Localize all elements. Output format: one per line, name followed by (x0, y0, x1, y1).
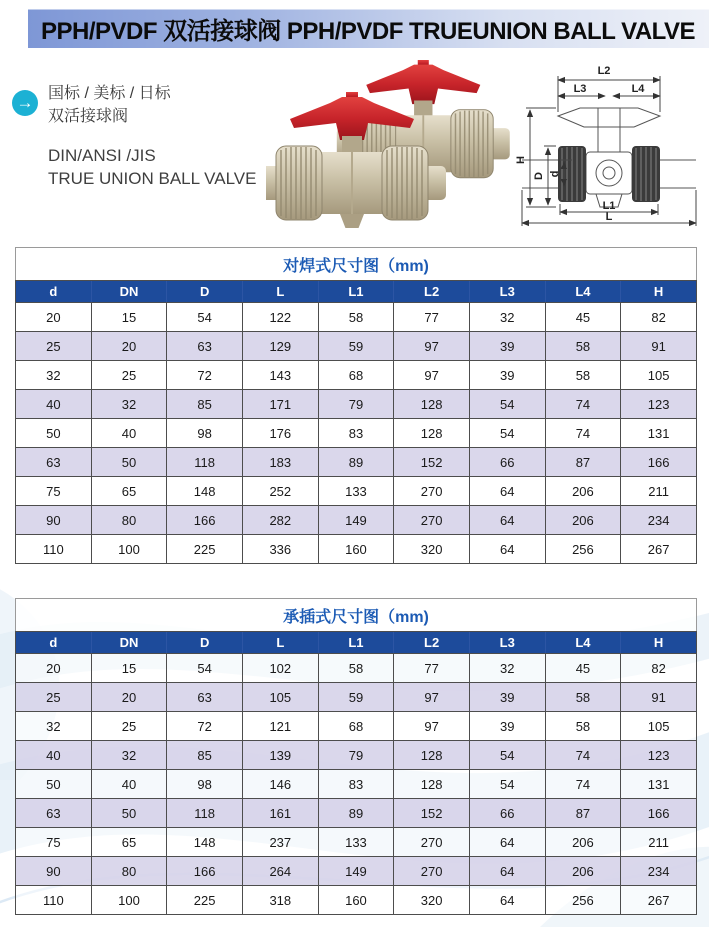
table-cell: 54 (167, 303, 243, 332)
table-cell: 74 (545, 741, 621, 770)
table-cell: 74 (545, 390, 621, 419)
socket-dimension-table (15, 598, 697, 915)
table-cell: 91 (621, 332, 697, 361)
table-cell: 152 (394, 799, 470, 828)
product-photo-ball-valves (266, 58, 514, 228)
table-cell: 72 (167, 712, 243, 741)
table-cell: 15 (91, 654, 167, 683)
table-cell: 264 (242, 857, 318, 886)
table-row (16, 828, 697, 857)
table-cell: 25 (16, 683, 92, 712)
column-header: L (242, 281, 318, 303)
table-cell: 54 (469, 741, 545, 770)
table-cell: 77 (394, 303, 470, 332)
table-cell: 82 (621, 303, 697, 332)
table-cell: 105 (242, 683, 318, 712)
table-cell: 25 (91, 712, 167, 741)
table-cell: 54 (469, 419, 545, 448)
table-cell: 82 (621, 654, 697, 683)
column-header: DN (91, 632, 167, 654)
table-cell: 83 (318, 419, 394, 448)
table-cell: 74 (545, 419, 621, 448)
table-cell: 97 (394, 712, 470, 741)
table-cell: 79 (318, 390, 394, 419)
table-cell: 270 (394, 506, 470, 535)
dim-label-H: H (515, 156, 527, 164)
table-header-row (16, 632, 697, 654)
column-header: L (242, 632, 318, 654)
table-cell: 64 (469, 535, 545, 564)
table-cell: 118 (167, 799, 243, 828)
table-cell: 118 (167, 448, 243, 477)
column-header: L2 (394, 632, 470, 654)
table-cell: 64 (469, 828, 545, 857)
table-row (16, 419, 697, 448)
table-cell: 32 (469, 303, 545, 332)
table-cell: 211 (621, 477, 697, 506)
table-cell: 318 (242, 886, 318, 915)
table-cell: 85 (167, 741, 243, 770)
table-title: 承插式尺寸图（mm) (16, 599, 697, 632)
table-row (16, 741, 697, 770)
table-cell: 211 (621, 828, 697, 857)
intro-english-text (48, 144, 256, 190)
table-cell: 131 (621, 419, 697, 448)
intro-en-line1: DIN/ANSI /JIS (48, 146, 156, 165)
table-cell: 59 (318, 332, 394, 361)
table-cell: 206 (545, 828, 621, 857)
table-row (16, 477, 697, 506)
table-cell: 32 (91, 390, 167, 419)
table-cell: 89 (318, 448, 394, 477)
table-cell: 50 (16, 770, 92, 799)
table-cell: 160 (318, 535, 394, 564)
table-row (16, 535, 697, 564)
table-cell: 58 (545, 712, 621, 741)
table-cell: 234 (621, 857, 697, 886)
table-cell: 32 (16, 712, 92, 741)
table-cell: 128 (394, 390, 470, 419)
dim-label-d: d (549, 170, 561, 178)
table-cell: 123 (621, 741, 697, 770)
table-cell: 68 (318, 361, 394, 390)
table-cell: 161 (242, 799, 318, 828)
table-cell: 148 (167, 477, 243, 506)
table-cell: 40 (16, 741, 92, 770)
table-cell: 64 (469, 506, 545, 535)
table-cell: 58 (545, 361, 621, 390)
dim-label-L: L (605, 211, 613, 223)
table-cell: 40 (91, 770, 167, 799)
table-cell: 54 (167, 654, 243, 683)
table-cell: 50 (16, 419, 92, 448)
table-cell: 270 (394, 828, 470, 857)
table-row (16, 683, 697, 712)
table-cell: 75 (16, 828, 92, 857)
table-cell: 128 (394, 741, 470, 770)
dim-label-L1: L1 (602, 200, 616, 212)
table-cell: 68 (318, 712, 394, 741)
table-cell: 72 (167, 361, 243, 390)
table-cell: 98 (167, 770, 243, 799)
table-cell: 176 (242, 419, 318, 448)
table-cell: 256 (545, 535, 621, 564)
table-cell: 32 (469, 654, 545, 683)
column-header: L4 (545, 281, 621, 303)
table-cell: 128 (394, 770, 470, 799)
table-cell: 39 (469, 361, 545, 390)
table-cell: 89 (318, 799, 394, 828)
table-cell: 98 (167, 419, 243, 448)
table-cell: 146 (242, 770, 318, 799)
table-cell: 237 (242, 828, 318, 857)
table-cell: 80 (91, 506, 167, 535)
arrow-right-icon: → (12, 90, 38, 116)
table-row (16, 332, 697, 361)
table-row (16, 770, 697, 799)
table-cell: 87 (545, 448, 621, 477)
table-cell: 133 (318, 828, 394, 857)
table-cell: 139 (242, 741, 318, 770)
column-header: D (167, 281, 243, 303)
table-cell: 90 (16, 506, 92, 535)
table-cell: 85 (167, 390, 243, 419)
table-cell: 63 (167, 332, 243, 361)
table-cell: 160 (318, 886, 394, 915)
table-cell: 58 (318, 303, 394, 332)
table-cell: 64 (469, 857, 545, 886)
dim-label-L2: L2 (597, 65, 611, 77)
table-cell: 166 (167, 506, 243, 535)
column-header: L1 (318, 281, 394, 303)
table-cell: 129 (242, 332, 318, 361)
table-cell: 25 (16, 332, 92, 361)
column-header: H (621, 632, 697, 654)
table-cell: 105 (621, 361, 697, 390)
table-cell: 225 (167, 535, 243, 564)
table-cell: 59 (318, 683, 394, 712)
table-row (16, 361, 697, 390)
table-cell: 206 (545, 857, 621, 886)
table-cell: 252 (242, 477, 318, 506)
table-cell: 206 (545, 477, 621, 506)
table-row (16, 654, 697, 683)
table-cell: 148 (167, 828, 243, 857)
table-cell: 25 (91, 361, 167, 390)
table-cell: 97 (394, 683, 470, 712)
table-cell: 267 (621, 535, 697, 564)
column-header: d (16, 632, 92, 654)
table-cell: 166 (621, 799, 697, 828)
table-cell: 166 (621, 448, 697, 477)
table-cell: 45 (545, 303, 621, 332)
intro-chinese-text (48, 82, 171, 128)
table-cell: 320 (394, 535, 470, 564)
table-cell: 58 (545, 683, 621, 712)
intro-cn-line2: 双活接球阀 (48, 108, 129, 125)
table-cell: 39 (469, 712, 545, 741)
column-header: DN (91, 281, 167, 303)
table-cell: 66 (469, 448, 545, 477)
table-cell: 66 (469, 799, 545, 828)
table-cell: 336 (242, 535, 318, 564)
table-cell: 63 (16, 448, 92, 477)
table-cell: 105 (621, 712, 697, 741)
table-cell: 65 (91, 828, 167, 857)
table-row (16, 886, 697, 915)
table-cell: 267 (621, 886, 697, 915)
table-cell: 58 (545, 332, 621, 361)
table-cell: 97 (394, 361, 470, 390)
table-cell: 32 (91, 741, 167, 770)
table-cell: 97 (394, 332, 470, 361)
table-cell: 183 (242, 448, 318, 477)
table-cell: 133 (318, 477, 394, 506)
dim-label-L4: L4 (631, 83, 645, 95)
table-cell: 90 (16, 857, 92, 886)
table-cell: 91 (621, 683, 697, 712)
intro-cn-line1: 国标 / 美标 / 日标 (48, 85, 171, 102)
table-cell: 143 (242, 361, 318, 390)
table-cell: 131 (621, 770, 697, 799)
table-cell: 77 (394, 654, 470, 683)
table-cell: 63 (167, 683, 243, 712)
column-header: L3 (469, 281, 545, 303)
table-cell: 40 (91, 419, 167, 448)
table-cell: 128 (394, 419, 470, 448)
table-cell: 80 (91, 857, 167, 886)
table-cell: 270 (394, 477, 470, 506)
table-row (16, 506, 697, 535)
dim-label-L3: L3 (573, 83, 587, 95)
column-header: d (16, 281, 92, 303)
table-cell: 122 (242, 303, 318, 332)
table-cell: 54 (469, 770, 545, 799)
table-cell: 225 (167, 886, 243, 915)
table-cell: 50 (91, 448, 167, 477)
table-cell: 102 (242, 654, 318, 683)
page-title: PPH/PVDF 双活接球阀 PPH/PVDF TRUEUNION BALL VALVE (41, 18, 696, 45)
table-cell: 110 (16, 535, 92, 564)
table-cell: 123 (621, 390, 697, 419)
column-header: L3 (469, 632, 545, 654)
table-row (16, 799, 697, 828)
table-cell: 282 (242, 506, 318, 535)
column-header: L1 (318, 632, 394, 654)
table-cell: 206 (545, 506, 621, 535)
table-cell: 79 (318, 741, 394, 770)
table-cell: 20 (16, 303, 92, 332)
table-cell: 64 (469, 477, 545, 506)
table-cell: 166 (167, 857, 243, 886)
technical-drawing (512, 60, 706, 228)
column-header: L2 (394, 281, 470, 303)
table-cell: 149 (318, 857, 394, 886)
table-title: 对焊式尺寸图（mm) (16, 248, 697, 281)
butt-weld-dimension-table (15, 247, 697, 564)
table-cell: 110 (16, 886, 92, 915)
table-cell: 100 (91, 535, 167, 564)
column-header: L4 (545, 632, 621, 654)
table-header-row (16, 281, 697, 303)
table-row (16, 857, 697, 886)
page-title-banner (28, 9, 709, 48)
table-cell: 54 (469, 390, 545, 419)
table-cell: 74 (545, 770, 621, 799)
table-row (16, 390, 697, 419)
table-cell: 39 (469, 332, 545, 361)
column-header: D (167, 632, 243, 654)
table-cell: 87 (545, 799, 621, 828)
table-cell: 20 (16, 654, 92, 683)
table-cell: 32 (16, 361, 92, 390)
table-cell: 58 (318, 654, 394, 683)
table-cell: 39 (469, 683, 545, 712)
column-header: H (621, 281, 697, 303)
table-cell: 256 (545, 886, 621, 915)
table-row (16, 303, 697, 332)
table-cell: 75 (16, 477, 92, 506)
table-cell: 20 (91, 332, 167, 361)
dim-label-D: D (533, 172, 545, 180)
table-row (16, 448, 697, 477)
table-cell: 20 (91, 683, 167, 712)
table-cell: 40 (16, 390, 92, 419)
table-cell: 15 (91, 303, 167, 332)
table-cell: 234 (621, 506, 697, 535)
table-cell: 65 (91, 477, 167, 506)
intro-en-line2: TRUE UNION BALL VALVE (48, 169, 257, 188)
table-cell: 171 (242, 390, 318, 419)
table-cell: 320 (394, 886, 470, 915)
table-cell: 270 (394, 857, 470, 886)
table-cell: 50 (91, 799, 167, 828)
table-cell: 45 (545, 654, 621, 683)
table-cell: 83 (318, 770, 394, 799)
table-cell: 63 (16, 799, 92, 828)
table-cell: 64 (469, 886, 545, 915)
table-cell: 149 (318, 506, 394, 535)
table-cell: 152 (394, 448, 470, 477)
table-cell: 121 (242, 712, 318, 741)
table-cell: 100 (91, 886, 167, 915)
table-row (16, 712, 697, 741)
